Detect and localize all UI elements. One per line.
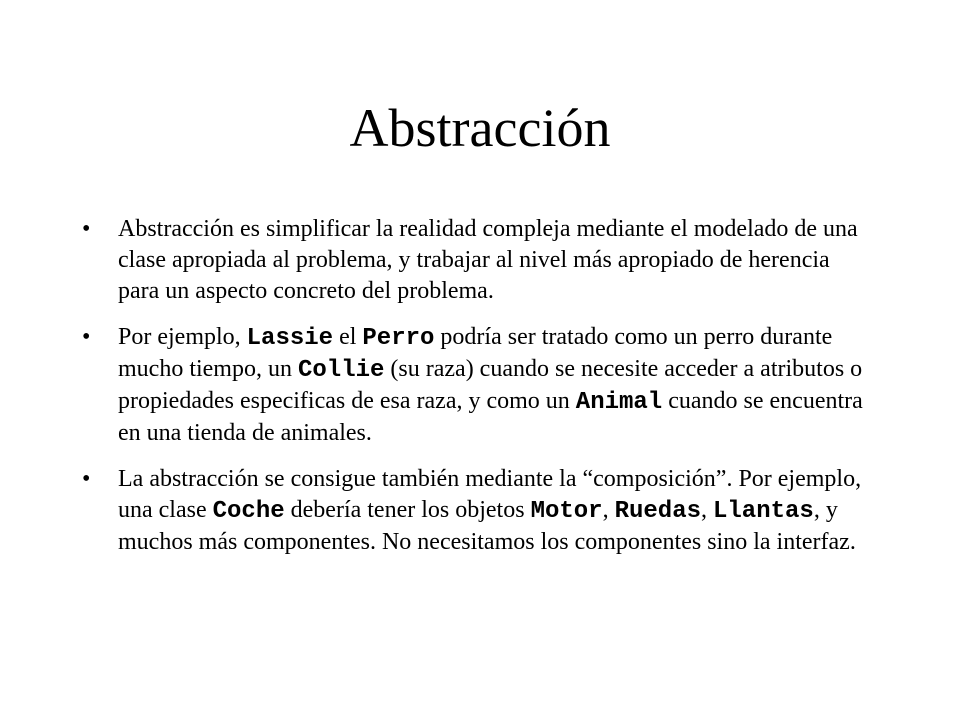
text-segment: Abstracción es simplificar la realidad compleja mediante el modelado de una clase apropiada al problema, y trabajar al nivel más apropiado de herencia para un aspecto concreto del problema. [118, 216, 858, 304]
text-segment: , [701, 497, 713, 523]
code-term-llantas: Llantas [713, 498, 814, 525]
text-segment: cuando se encuentra en una tienda de animales. [118, 388, 863, 446]
text-segment: Por ejemplo, [118, 324, 247, 350]
code-term-collie: Collie [297, 357, 385, 384]
text-segment: el [333, 324, 363, 350]
bullet-item-lassie-example [78, 322, 868, 449]
text-segment: debería tener los objetos [284, 497, 531, 523]
bullet-item-abstraction-definition [78, 214, 868, 307]
text-segment: , [602, 497, 615, 523]
code-term-animal: Animal [575, 389, 663, 416]
code-term-perro: Perro [362, 325, 435, 352]
bullet-marker: • [82, 216, 91, 242]
slide-title: Abstracción [349, 98, 611, 158]
code-term-ruedas: Ruedas [614, 498, 701, 525]
bullet-text [118, 324, 863, 446]
code-term-coche: Coche [212, 498, 285, 525]
bullet-text [118, 466, 861, 555]
code-term-lassie: Lassie [246, 325, 334, 352]
text-segment: (su raza) cuando se necesite acceder a atributos o propiedades especificas de esa raza, y como un [118, 356, 863, 414]
bullet-text [118, 216, 858, 304]
bullet-list [78, 214, 868, 573]
code-term-motor: Motor [530, 498, 603, 525]
bullet-marker: • [82, 466, 91, 492]
text-segment: podría ser tratado como un perro durante mucho tiempo, un [118, 324, 833, 382]
text-segment: , y muchos más componentes. No necesitamos los componentes sino la interfaz. [118, 497, 856, 555]
bullet-marker: • [82, 324, 91, 350]
text-segment: La abstracción se consigue también mediante la “composición”. Por ejemplo, una clase [118, 466, 862, 523]
bullet-item-composition [78, 464, 868, 558]
